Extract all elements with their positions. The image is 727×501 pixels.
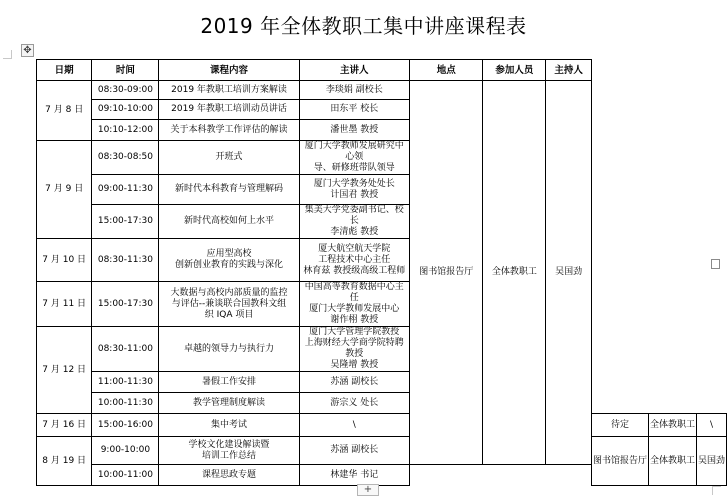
table-row [37,372,727,393]
speaker-line: 厦门大学教师发展中心 [309,304,400,314]
speaker-line: 工程技术中心主任 [318,254,391,265]
course-line: 培训工作总结 [202,450,257,461]
time-cell: 15:00-17:30 [92,282,159,327]
time-cell: 09:00-11:30 [92,175,159,205]
course-cell: 新时代本科教育与管理解码 [159,175,299,205]
course-line: 织 IQA 项目 [204,309,254,320]
table-row [37,205,727,239]
header-host: 主持人 [546,60,592,81]
time-cell: 10:10-12:00 [92,120,159,141]
speaker-cell [299,239,409,282]
time-cell: 9:00-10:00 [92,437,159,465]
speaker-line: 中国高等教育数据中心主任 [304,282,404,303]
participants-cell: 全体教职工 [648,414,696,437]
course-cell: 2019 年教职工培训动员讲话 [159,100,299,120]
location-cell: 图书馆报告厅 [410,81,483,465]
speaker-cell [299,141,409,175]
speaker-cell: \ [299,414,409,437]
location-cell: 图书馆报告厅 [591,437,648,486]
page-corner-mark [712,486,721,495]
header-time: 时间 [92,60,159,81]
schedule-table [36,59,727,486]
speaker-line: 上海财经大学商学院特聘教授 [304,338,404,359]
table-row [37,175,727,205]
course-cell: 课程思政专题 [159,465,299,486]
table-row [37,282,727,327]
course-line: 与评估--兼谈联合国教科文组 [171,298,287,309]
speaker-cell: 苏涵 副校长 [299,372,409,393]
host-cell: 吴国劲 [546,81,592,465]
speaker-line: 厦大航空航天学院 [318,243,391,254]
table-row [37,437,727,465]
table-row [37,414,727,437]
date-cell: 7 月 10 日 [37,239,92,282]
speaker-cell: 苏涵 副校长 [299,437,409,465]
table-row [37,393,727,414]
host-cell: \ [696,414,726,437]
time-cell: 08:30-09:00 [92,81,159,100]
time-cell: 08:30-11:00 [92,327,159,372]
header-date: 日期 [37,60,92,81]
table-header-row [37,60,727,81]
header-course: 课程内容 [159,60,299,81]
date-cell: 7 月 11 日 [37,282,92,327]
course-line: 学校文化建设解读暨 [188,439,270,450]
date-cell: 7 月 9 日 [37,141,92,239]
table-row [37,81,727,100]
table-row [37,100,727,120]
table-move-handle-icon[interactable]: ✥ [21,44,34,57]
course-cell: 暑假工作安排 [159,372,299,393]
course-line: 创新创业教育的实践与深化 [175,260,284,270]
course-cell [159,239,299,282]
speaker-cell: 李琰娟 副校长 [299,81,409,100]
speaker-cell [299,282,409,327]
header-participants: 参加人员 [483,60,546,81]
date-cell: 7 月 8 日 [37,81,92,141]
course-cell: 关于本科教学工作评估的解读 [159,120,299,141]
speaker-cell [299,327,409,372]
course-cell: 新时代高校如何上水平 [159,205,299,239]
course-cell [159,282,299,327]
time-cell: 08:30-08:50 [92,141,159,175]
table-row [37,327,727,372]
speaker-line: 厦门大学教师发展研究中心领 [304,141,404,162]
speaker-line: 吴隆增 教授 [330,360,379,370]
course-cell: 2019 年教职工培训方案解读 [159,81,299,100]
date-cell: 7 月 16 日 [37,414,92,437]
participants-cell: 全体教职工 [648,437,696,486]
time-cell: 15:00-17:30 [92,205,159,239]
location-cell: 待定 [591,414,648,437]
time-cell: 15:00-16:00 [92,414,159,437]
header-location: 地点 [410,60,483,81]
speaker-line: 计国君 教授 [330,189,379,200]
speaker-line: 谢作栩 教授 [330,315,379,325]
table-row [37,141,727,175]
header-speaker: 主讲人 [299,60,409,81]
host-cell: 吴国劲 [696,437,726,486]
speaker-line: 李清彪 教授 [330,227,379,237]
speaker-line: 厦门大学教务处处长 [313,178,395,189]
page-corner-mark [3,50,12,59]
speaker-cell [299,175,409,205]
participants-cell: 全体教职工 [483,81,546,465]
speaker-cell: 田东平 校长 [299,100,409,120]
course-cell: 教学管理制度解读 [159,393,299,414]
time-cell: 10:00-11:30 [92,393,159,414]
course-cell [159,437,299,465]
time-cell: 10:00-11:00 [92,465,159,486]
course-line: 应用型高校 [206,249,252,259]
speaker-cell: 潘世墨 教授 [299,120,409,141]
speaker-line: 林育兹 教授级高级工程师 [303,265,406,276]
speaker-cell [299,205,409,239]
time-cell: 11:00-11:30 [92,372,159,393]
speaker-line: 导、研修班带队领导 [313,163,395,173]
course-cell: 集中考试 [159,414,299,437]
table-row [37,239,727,282]
add-row-handle-icon[interactable]: + [357,484,379,496]
speaker-cell: 游宗义 处长 [299,393,409,414]
course-cell: 卓越的领导力与执行力 [159,327,299,372]
time-cell: 08:30-11:30 [92,239,159,282]
date-cell: 8 月 19 日 [37,437,92,486]
course-line: 大数据与高校内部质量的监控 [170,287,288,298]
course-cell: 开班式 [159,141,299,175]
speaker-cell: 林建华 书记 [299,465,409,486]
speaker-line: 厦门大学管理学院教授 [309,327,400,337]
page-title: 2019 年全体教职工集中讲座课程表 [200,14,527,38]
table-row [37,120,727,141]
time-cell: 09:10-10:00 [92,100,159,120]
speaker-line: 集美大学党委副书记、校长 [304,205,404,226]
date-cell: 7 月 12 日 [37,327,92,414]
